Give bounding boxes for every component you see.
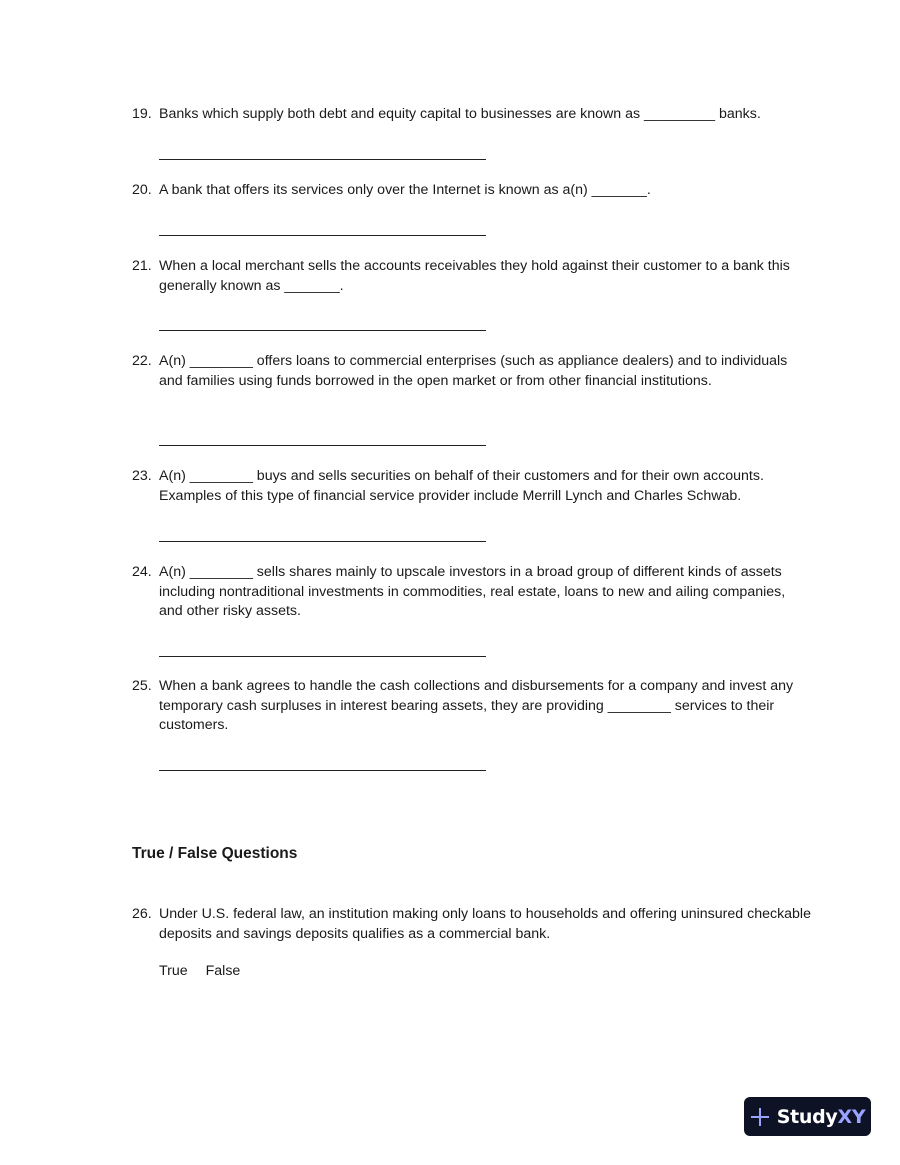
plus-icon	[750, 1107, 770, 1127]
logo-text	[777, 1106, 866, 1128]
question-22	[132, 352, 812, 391]
answer-line-25[interactable]	[159, 770, 486, 771]
question-text: When a bank agrees to handle the cash collections and disbursements for a company and invest any temporary cash surpluses in interest bearing assets, they are providing ________ services to their customers.	[159, 678, 794, 733]
logo-text-main: Study	[776, 1105, 838, 1128]
question-number: 26.	[132, 906, 152, 922]
question-text: A(n) ________ sells shares mainly to upscale investors in a broad group of different kinds of assets including nontraditional investments in commodities, real estate, loans to new and ailing companies, and other risky assets.	[159, 564, 786, 619]
question-text: A(n) ________ buys and sells securities on behalf of their customers and for their own accounts. Examples of this type of financial service provider include Merrill Lynch and Charles Schwab.	[159, 468, 764, 504]
true-false-options	[159, 963, 254, 979]
answer-line-23[interactable]	[159, 541, 486, 542]
question-text: A(n) ________ offers loans to commercial enterprises (such as appliance dealers) and to individuals and families using funds borrowed in the open market or from other financial institutions.	[159, 353, 788, 389]
question-21	[132, 257, 812, 296]
question-25	[132, 677, 812, 736]
question-number: 24.	[132, 564, 152, 580]
answer-line-22[interactable]	[159, 445, 486, 446]
question-text: A bank that offers its services only over the Internet is known as a(n) _______.	[159, 182, 651, 198]
question-number: 25.	[132, 678, 152, 694]
studyxy-logo[interactable]	[744, 1097, 871, 1136]
answer-line-24[interactable]	[159, 656, 486, 657]
question-20	[132, 181, 812, 201]
option-false[interactable]: False	[205, 963, 241, 979]
question-26	[132, 905, 812, 944]
question-number: 19.	[132, 106, 152, 122]
question-text: Under U.S. federal law, an institution making only loans to households and offering uninsured checkable deposits and savings deposits qualifies as a commercial bank.	[159, 906, 811, 942]
question-24	[132, 563, 812, 622]
section-title: True / False Questions	[132, 845, 298, 862]
question-number: 23.	[132, 468, 152, 484]
question-number: 22.	[132, 353, 152, 369]
question-23	[132, 467, 812, 506]
question-number: 21.	[132, 258, 152, 274]
answer-line-21[interactable]	[159, 330, 486, 331]
option-true[interactable]: True	[159, 963, 188, 979]
logo-text-accent: XY	[837, 1105, 866, 1128]
question-text: Banks which supply both debt and equity capital to businesses are known as _________ banks.	[159, 106, 761, 122]
answer-line-20[interactable]	[159, 235, 486, 236]
question-number: 20.	[132, 182, 152, 198]
question-text: When a local merchant sells the accounts receivables they hold against their customer to a bank this generally known as _______.	[159, 258, 790, 294]
question-19	[132, 105, 812, 125]
answer-line-19[interactable]	[159, 159, 486, 160]
